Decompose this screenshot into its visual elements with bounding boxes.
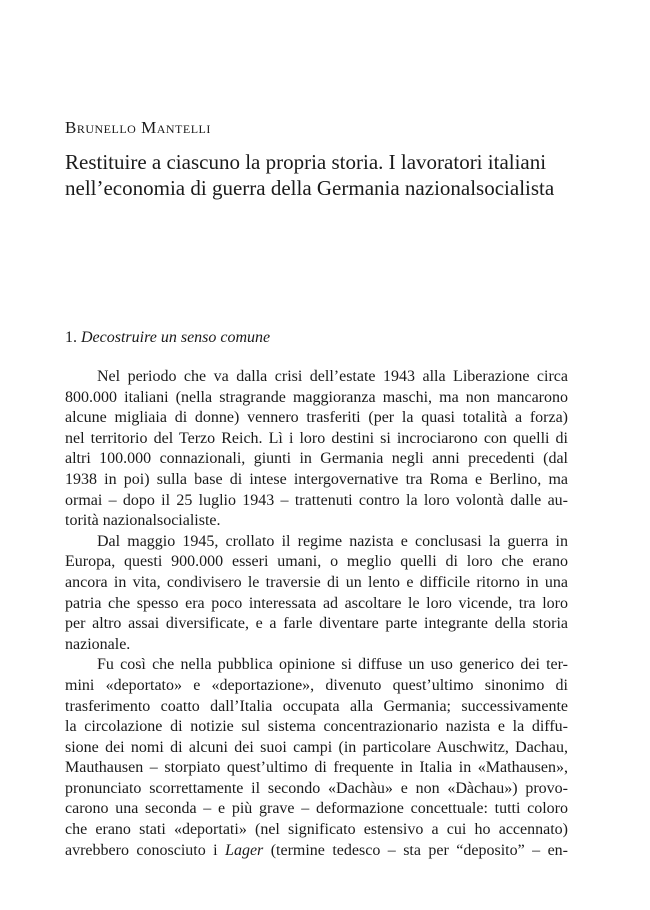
italic-term: Lager	[225, 841, 264, 859]
body-text	[65, 367, 568, 861]
text-line: 1938 in poi) sulla base di intese intergovernative tra Roma e Berlino, ma	[65, 470, 568, 488]
text-line: ormai – dopo il 25 luglio 1943 – trattenuti contro la loro volontà dalle au-	[65, 491, 568, 509]
text-line: nel territorio del Terzo Reich. Lì i loro destini si incrociarono con quelli di	[65, 429, 568, 447]
text-line: Nel periodo che va dalla crisi dell’estate 1943 alla Liberazione circa	[97, 368, 568, 385]
text-line: la circolazione di notizie sul sistema concentrazionario nazista e la diffu-	[65, 718, 568, 736]
text-line	[65, 841, 568, 862]
text-line: patria che spesso era poco interessata ad ascoltare le loro vicende, tra loro	[65, 594, 568, 612]
text-line: torità nazionalsocialiste.	[65, 512, 221, 530]
text-line: Dal maggio 1945, crollato il regime nazista e conclusasi la guerra in	[97, 532, 568, 550]
author-name: Brunello Mantelli	[65, 118, 211, 137]
text-line: pronunciato scorrettamente il secondo «Dachàu» e non «Dàchau») provo-	[65, 779, 568, 797]
text-line: mini «deportato» e «deportazione», divenuto quest’ultimo sinonimo di	[65, 676, 568, 694]
text-line: Fu così che nella pubblica opinione si diffuse un uso generico dei ter-	[97, 656, 568, 674]
paragraph-1	[65, 367, 568, 532]
text-line: 800.000 italiani (nella stragrande maggioranza maschi, ma non mancarono	[65, 388, 568, 406]
text-line: nazionale.	[65, 635, 131, 653]
text-line: trasferimento coatto dall’Italia occupata alla Germania; successivamente	[65, 697, 568, 715]
paragraph-2	[65, 532, 568, 656]
text-run: avrebbero conosciuto i	[65, 841, 226, 859]
text-line: altri 100.000 connazionali, giunti in Germania negli anni precedenti (dal	[65, 450, 568, 468]
article-title	[65, 149, 585, 201]
section-heading	[65, 328, 270, 348]
text-run: (termine tedesco – sta per “deposito” – en-	[263, 841, 568, 859]
text-line: Mauthausen – storpiato quest’ultimo di frequente in Italia in «Mathausen»,	[65, 759, 568, 777]
text-line: ancora in vita, condivisero le traversie di un lento e difficile ritorno in una	[65, 573, 568, 591]
text-line: che erano stati «deportati» (nel significato estensivo a cui ho accennato)	[65, 821, 568, 839]
title-line: nell’economia di guerra della Germania nazionalsocialista	[65, 176, 555, 200]
text-line: per altro assai diversificate, e a farle diventare parte integrante della storia	[65, 615, 568, 633]
section-title: Decostruire un senso comune	[81, 329, 271, 346]
section-number: 1.	[65, 329, 77, 346]
title-line: Restituire a ciascuno la propria storia. I lavoratori italiani	[65, 150, 547, 174]
text-line: alcune migliaia di donne) vennero trasferiti (per la quasi totalità a forza)	[65, 409, 568, 427]
text-line: Europa, questi 900.000 esseri umani, o meglio quelli di loro che erano	[65, 553, 568, 571]
text-line: carono una seconda – e più grave – deformazione concettuale: tutti coloro	[65, 800, 568, 818]
text-line: sione dei nomi di alcuni dei suoi campi (in particolare Auschwitz, Dachau,	[65, 738, 568, 756]
paragraph-3	[65, 655, 568, 861]
